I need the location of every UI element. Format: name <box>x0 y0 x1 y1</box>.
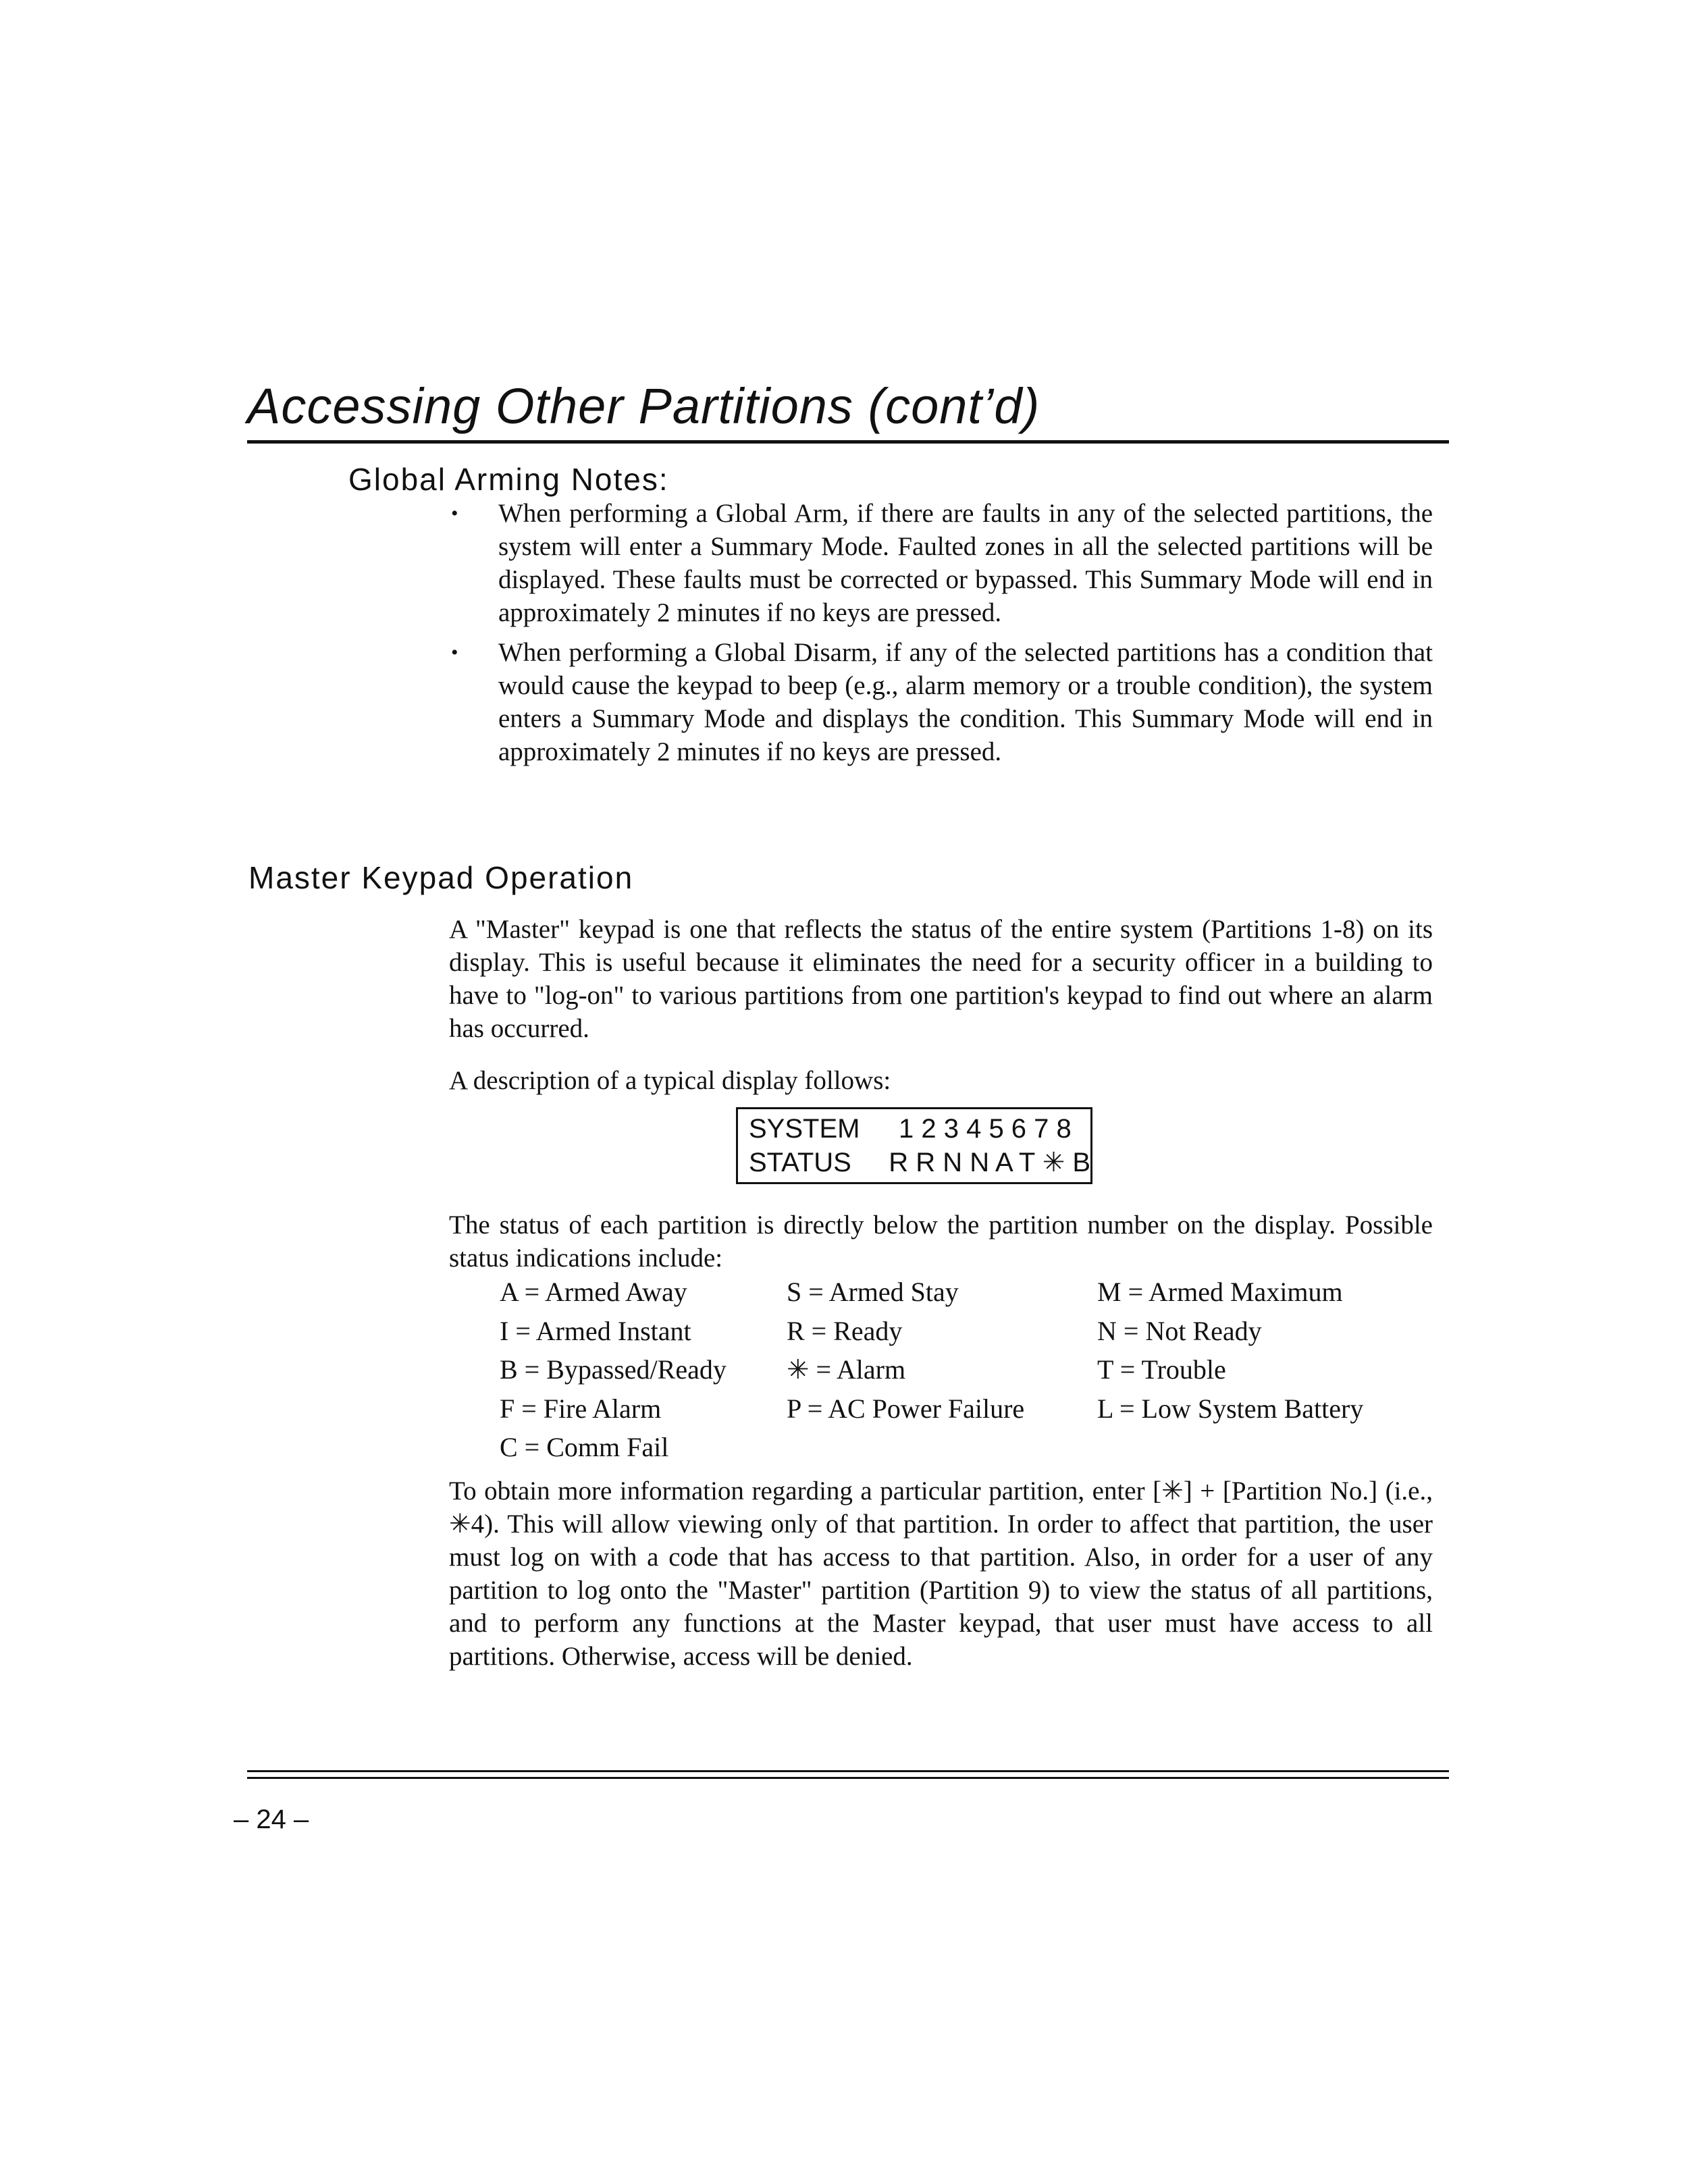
status-code: N = Not Ready <box>1097 1315 1262 1346</box>
status-code: P = AC Power Failure <box>787 1393 1025 1424</box>
status-code: L = Low System Battery <box>1097 1393 1364 1424</box>
status-code: T = Trouble <box>1097 1354 1226 1385</box>
status-code: M = Armed Maximum <box>1097 1277 1343 1307</box>
status-code: R = Ready <box>787 1315 903 1346</box>
more-info-paragraph: To obtain more information regarding a particular partition, enter [✳] + [Partition No.] (i.e., ✳4). This will allow viewing only of that partition. In order to affect that partition, the user must log on with a code that has access to that partition. Also, in order for a user of any partition to log onto the "Master" partition (Partition 9) to view the status of all partitions, and to perform any functions at the Master keypad, that user must have access to all partitions. Otherwise, access will be denied. <box>449 1476 1433 1671</box>
global-arming-notes <box>451 497 1433 775</box>
display-label: SYSTEM <box>749 1114 860 1144</box>
display-value: R R N N A T ✳ B <box>889 1148 1090 1177</box>
status-code: C = Comm Fail <box>500 1432 669 1462</box>
list-item <box>451 497 1433 629</box>
display-row-system <box>749 1112 1090 1146</box>
global-arming-heading: Global Arming Notes: <box>348 462 669 497</box>
display-label: STATUS <box>749 1148 851 1177</box>
keypad-display <box>736 1107 1092 1184</box>
page-title: Accessing Other Partitions (cont’d) <box>247 378 1040 434</box>
master-keypad-heading: Master Keypad Operation <box>248 860 634 895</box>
footer-rule <box>247 1777 1449 1779</box>
status-intro: The status of each partition is directly below the partition number on the display. Possible status indications include: <box>449 1210 1433 1273</box>
title-rule <box>247 440 1449 444</box>
page-number: – 24 – <box>234 1805 309 1834</box>
status-code: B = Bypassed/Ready <box>500 1354 727 1385</box>
status-legend <box>500 1273 1445 1467</box>
footer-rule <box>247 1770 1449 1772</box>
bullet-icon: • <box>451 641 458 664</box>
status-code: A = Armed Away <box>500 1277 687 1307</box>
master-keypad-intro: A "Master" keypad is one that reflects the status of the entire system (Partitions 1-8) on its display. This is useful because it eliminates the need for a security officer in a building to have to "log-on" to various partitions from one partition's keypad to find out where an alarm has occurred. <box>449 915 1433 1043</box>
status-code: F = Fire Alarm <box>500 1393 662 1424</box>
list-item <box>451 636 1433 768</box>
display-intro: A description of a typical display follows: <box>449 1066 891 1095</box>
bullet-icon: • <box>451 502 458 525</box>
status-code: ✳ = Alarm <box>787 1354 906 1385</box>
status-code: S = Armed Stay <box>787 1277 959 1307</box>
display-row-status <box>749 1146 1090 1179</box>
bullet-text: When performing a Global Arm, if there are faults in any of the selected partitions, the system will enter a Summary Mode. Faulted zones in all the selected partitions will be displayed. These faults must be corrected or bypassed. This Summary Mode will end in approximately 2 minutes if no keys are pressed. <box>498 499 1433 627</box>
status-code: I = Armed Instant <box>500 1315 691 1346</box>
bullet-text: When performing a Global Disarm, if any of the selected partitions has a condition that would cause the keypad to beep (e.g., alarm memory or a trouble condition), the system enters a Summary Mode and displays the condition. This Summary Mode will end in approximately 2 minutes if no keys are pressed. <box>498 638 1433 766</box>
display-value: 1 2 3 4 5 6 7 8 <box>899 1114 1072 1144</box>
